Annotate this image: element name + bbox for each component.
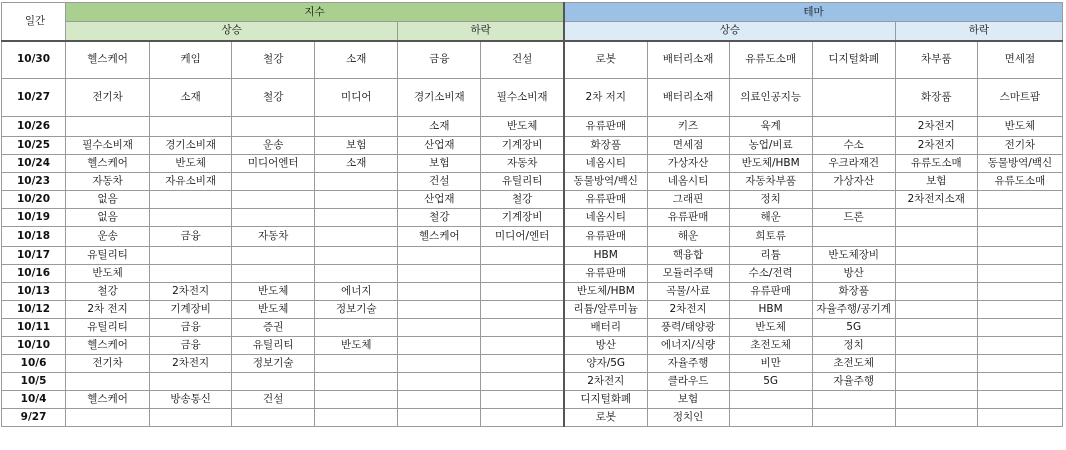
table-cell — [481, 283, 564, 301]
table-cell: 반도체 — [315, 337, 398, 355]
table-cell: 소재 — [398, 117, 481, 137]
table-cell: 자동차부품 — [729, 173, 812, 191]
table-cell — [315, 265, 398, 283]
table-cell: 금융 — [150, 227, 232, 247]
table-cell: 자동차 — [232, 227, 315, 247]
table-cell — [977, 191, 1062, 209]
table-cell: 리튬/알루미늄 — [564, 301, 647, 319]
table-cell — [812, 117, 895, 137]
table-cell — [232, 173, 315, 191]
table-cell: 헬스케어 — [66, 337, 150, 355]
table-row — [2, 137, 1063, 155]
table-cell — [481, 265, 564, 283]
table-cell: 방산 — [812, 265, 895, 283]
table-cell: 면세점 — [647, 137, 729, 155]
table-row — [2, 191, 1063, 209]
table-cell: 산업재 — [398, 191, 481, 209]
table-cell: 반도체/HBM — [729, 155, 812, 173]
table-cell: 배터리소재 — [647, 79, 729, 117]
table-cell: 소재 — [315, 155, 398, 173]
table-cell: 기계장비 — [150, 301, 232, 319]
table-cell: 기계장비 — [481, 137, 564, 155]
table-cell: 곡물/사료 — [647, 283, 729, 301]
table-cell — [315, 391, 398, 409]
row-date: 10/26 — [2, 117, 66, 137]
table-cell: 전기차 — [977, 137, 1062, 155]
table-cell — [150, 409, 232, 427]
table-cell: 유류판매 — [647, 209, 729, 227]
row-date: 10/23 — [2, 173, 66, 191]
table-cell: 동물방역/백신 — [564, 173, 647, 191]
table-row — [2, 301, 1063, 319]
table-cell: 미디어엔터 — [232, 155, 315, 173]
table-cell: 네옴시티 — [647, 173, 729, 191]
table-cell: 풍력/태양광 — [647, 319, 729, 337]
table-row — [2, 155, 1063, 173]
table-cell — [481, 247, 564, 265]
table-cell: 헬스케어 — [66, 391, 150, 409]
row-date: 10/4 — [2, 391, 66, 409]
table-cell: 운송 — [66, 227, 150, 247]
table-cell — [232, 191, 315, 209]
table-cell: 철강 — [398, 209, 481, 227]
table-cell: 네옴시티 — [564, 209, 647, 227]
table-cell: 배터리소재 — [647, 41, 729, 79]
table-cell: 유류판매 — [564, 117, 647, 137]
table-cell — [315, 355, 398, 373]
table-cell — [398, 265, 481, 283]
table-cell: 정치인 — [647, 409, 729, 427]
table-cell: HBM — [729, 301, 812, 319]
row-date: 9/27 — [2, 409, 66, 427]
table-cell: 로봇 — [564, 409, 647, 427]
table-cell: 철강 — [232, 79, 315, 117]
table-cell: 없음 — [66, 209, 150, 227]
table-cell: 의료인공지능 — [729, 79, 812, 117]
table-cell — [977, 391, 1062, 409]
table-cell — [812, 191, 895, 209]
table-cell: 반도체 — [729, 319, 812, 337]
theme-group-header: 테마 — [564, 3, 1063, 22]
table-cell: 모듈러주택 — [647, 265, 729, 283]
table-cell: 반도체장비 — [812, 247, 895, 265]
table-cell — [232, 409, 315, 427]
table-cell: 방송통신 — [150, 391, 232, 409]
table-cell: 초전도체 — [729, 337, 812, 355]
table-cell: 2차전지 — [895, 117, 977, 137]
index-down-header: 하락 — [398, 22, 564, 41]
table-cell — [150, 373, 232, 391]
table-cell — [315, 373, 398, 391]
table-cell: 반도체 — [150, 155, 232, 173]
table-cell — [977, 301, 1062, 319]
table-cell: 보험 — [398, 155, 481, 173]
table-cell: 정치 — [729, 191, 812, 209]
table-cell: 필수소비재 — [481, 79, 564, 117]
table-cell — [398, 409, 481, 427]
table-cell — [150, 117, 232, 137]
table-cell — [977, 373, 1062, 391]
table-cell: 수소/전력 — [729, 265, 812, 283]
table-cell — [729, 391, 812, 409]
table-cell: 소재 — [315, 41, 398, 79]
table-cell — [895, 247, 977, 265]
table-cell: 자율주행/공기계 — [812, 301, 895, 319]
table-row — [2, 173, 1063, 191]
table-cell: 정치 — [812, 337, 895, 355]
table-cell: 소재 — [150, 79, 232, 117]
table-cell — [150, 265, 232, 283]
row-date: 10/11 — [2, 319, 66, 337]
table-cell — [729, 409, 812, 427]
table-cell — [232, 265, 315, 283]
table-row — [2, 41, 1063, 79]
table-cell: 농업/비료 — [729, 137, 812, 155]
table-cell: 스마트팜 — [977, 79, 1062, 117]
table-cell — [315, 117, 398, 137]
table-cell: 정보기술 — [232, 355, 315, 373]
table-cell — [977, 247, 1062, 265]
table-cell — [232, 117, 315, 137]
row-date: 10/13 — [2, 283, 66, 301]
table-cell — [398, 391, 481, 409]
table-cell: 유틸리티 — [66, 247, 150, 265]
table-row — [2, 265, 1063, 283]
table-cell: 배터리 — [564, 319, 647, 337]
table-cell: 수소 — [812, 137, 895, 155]
row-date: 10/19 — [2, 209, 66, 227]
table-cell — [977, 319, 1062, 337]
table-cell: 헬스케어 — [66, 41, 150, 79]
table-cell: 미디어 — [315, 79, 398, 117]
table-cell — [895, 301, 977, 319]
table-row — [2, 227, 1063, 247]
table-cell — [150, 209, 232, 227]
table-cell: 반도체 — [977, 117, 1062, 137]
table-cell: 2차전지 — [647, 301, 729, 319]
table-cell — [977, 265, 1062, 283]
table-cell: 기계장비 — [481, 209, 564, 227]
table-cell: 경기소비재 — [398, 79, 481, 117]
row-date: 10/17 — [2, 247, 66, 265]
table-cell — [895, 373, 977, 391]
table-cell: 5G — [729, 373, 812, 391]
table-cell: 철강 — [481, 191, 564, 209]
table-cell: 2차전지 — [150, 355, 232, 373]
row-date: 10/10 — [2, 337, 66, 355]
table-cell — [315, 247, 398, 265]
table-cell — [481, 355, 564, 373]
table-cell — [315, 209, 398, 227]
table-cell: 운송 — [232, 137, 315, 155]
table-cell: 자율주행 — [647, 355, 729, 373]
table-cell — [895, 265, 977, 283]
table-cell: 케임 — [150, 41, 232, 79]
table-cell — [895, 227, 977, 247]
table-cell: 2차 전지 — [66, 301, 150, 319]
table-cell: 방산 — [564, 337, 647, 355]
row-date: 10/18 — [2, 227, 66, 247]
theme-up-header: 상승 — [564, 22, 895, 41]
table-cell — [895, 337, 977, 355]
table-cell: 유류도소매 — [729, 41, 812, 79]
table-cell: 해운 — [729, 209, 812, 227]
table-cell — [232, 373, 315, 391]
table-cell: 자동차 — [66, 173, 150, 191]
table-row — [2, 391, 1063, 409]
row-date: 10/16 — [2, 265, 66, 283]
theme-down-header: 하락 — [895, 22, 1062, 41]
table-cell — [315, 227, 398, 247]
table-cell: 2차전지 — [150, 283, 232, 301]
table-cell: 자동차 — [481, 155, 564, 173]
table-cell: 금융 — [150, 337, 232, 355]
table-cell: 우크라재건 — [812, 155, 895, 173]
table-cell — [977, 227, 1062, 247]
table-cell — [977, 355, 1062, 373]
table-cell — [812, 391, 895, 409]
table-cell: 정보기술 — [315, 301, 398, 319]
table-cell — [895, 355, 977, 373]
table-cell — [977, 409, 1062, 427]
table-cell — [481, 301, 564, 319]
table-cell — [481, 373, 564, 391]
table-cell: 디지털화폐 — [564, 391, 647, 409]
table-cell: 유류도소매 — [977, 173, 1062, 191]
table-cell: 2차전지소재 — [895, 191, 977, 209]
table-cell — [398, 247, 481, 265]
table-cell — [812, 227, 895, 247]
table-cell: HBM — [564, 247, 647, 265]
table-cell: 로봇 — [564, 41, 647, 79]
table-cell — [315, 191, 398, 209]
table-cell — [232, 247, 315, 265]
table-cell: 에너지/식량 — [647, 337, 729, 355]
table-cell: 유류판매 — [564, 265, 647, 283]
table-row — [2, 247, 1063, 265]
row-date: 10/24 — [2, 155, 66, 173]
table-cell — [398, 301, 481, 319]
table-cell: 초전도체 — [812, 355, 895, 373]
table-cell: 유류판매 — [729, 283, 812, 301]
date-header: 일간 — [2, 3, 66, 41]
table-cell — [977, 337, 1062, 355]
table-cell: 양자/5G — [564, 355, 647, 373]
row-date: 10/30 — [2, 41, 66, 79]
table-cell: 클라우드 — [647, 373, 729, 391]
table-cell: 디지털화폐 — [812, 41, 895, 79]
table-cell — [812, 409, 895, 427]
table-cell — [895, 209, 977, 227]
table-cell: 희토류 — [729, 227, 812, 247]
table-cell: 헬스케어 — [66, 155, 150, 173]
table-cell: 동물방역/백신 — [977, 155, 1062, 173]
table-cell — [66, 373, 150, 391]
table-row — [2, 319, 1063, 337]
row-date: 10/20 — [2, 191, 66, 209]
table-row — [2, 79, 1063, 117]
table-cell — [481, 337, 564, 355]
table-cell: 반도체/HBM — [564, 283, 647, 301]
table-cell — [481, 391, 564, 409]
table-cell: 반도체 — [232, 301, 315, 319]
table-cell — [977, 283, 1062, 301]
table-cell: 철강 — [66, 283, 150, 301]
table-cell: 가상자산 — [647, 155, 729, 173]
table-cell: 건설 — [398, 173, 481, 191]
table-cell: 보험 — [647, 391, 729, 409]
table-cell: 가상자산 — [812, 173, 895, 191]
row-date: 10/5 — [2, 373, 66, 391]
table-cell — [895, 319, 977, 337]
table-cell: 해운 — [647, 227, 729, 247]
table-cell: 자율주행 — [812, 373, 895, 391]
table-cell: 2차 저지 — [564, 79, 647, 117]
table-cell — [895, 283, 977, 301]
table-cell: 유틸리티 — [481, 173, 564, 191]
table-cell: 면세점 — [977, 41, 1062, 79]
table-cell: 없음 — [66, 191, 150, 209]
table-cell — [398, 283, 481, 301]
table-cell: 금융 — [398, 41, 481, 79]
table-cell — [66, 117, 150, 137]
row-date: 10/27 — [2, 79, 66, 117]
table-cell: 핵융합 — [647, 247, 729, 265]
table-cell: 2차전지 — [564, 373, 647, 391]
table-cell: 미디어/엔터 — [481, 227, 564, 247]
table-cell: 키즈 — [647, 117, 729, 137]
table-cell — [150, 191, 232, 209]
table-cell: 에너지 — [315, 283, 398, 301]
table-row — [2, 373, 1063, 391]
table-cell: 유류도소매 — [895, 155, 977, 173]
table-cell: 차부품 — [895, 41, 977, 79]
table-row — [2, 355, 1063, 373]
row-date: 10/12 — [2, 301, 66, 319]
table-cell: 증권 — [232, 319, 315, 337]
table-cell: 화장품 — [812, 283, 895, 301]
table-cell: 유틸리티 — [232, 337, 315, 355]
table-cell: 경기소비재 — [150, 137, 232, 155]
table-cell: 그래핀 — [647, 191, 729, 209]
table-cell: 자유소비재 — [150, 173, 232, 191]
table-cell — [150, 247, 232, 265]
theme-table — [1, 2, 1063, 427]
table-cell — [66, 409, 150, 427]
table-cell: 헬스케어 — [398, 227, 481, 247]
table-cell: 화장품 — [564, 137, 647, 155]
table-cell — [398, 373, 481, 391]
table-row — [2, 283, 1063, 301]
table-cell: 반도체 — [232, 283, 315, 301]
table-cell — [232, 209, 315, 227]
table-row — [2, 409, 1063, 427]
table-cell — [481, 319, 564, 337]
table-cell — [481, 409, 564, 427]
table-cell — [812, 79, 895, 117]
table-cell — [895, 409, 977, 427]
table-cell: 2차전지 — [895, 137, 977, 155]
table-cell — [398, 355, 481, 373]
table-cell: 전기차 — [66, 355, 150, 373]
table-cell: 건설 — [481, 41, 564, 79]
table-cell — [977, 209, 1062, 227]
table-row — [2, 117, 1063, 137]
table-cell — [398, 337, 481, 355]
table-cell: 유류판매 — [564, 191, 647, 209]
table-cell: 비만 — [729, 355, 812, 373]
table-cell: 유류판매 — [564, 227, 647, 247]
index-group-header: 지수 — [66, 3, 564, 22]
table-cell: 보험 — [315, 137, 398, 155]
index-up-header: 상승 — [66, 22, 398, 41]
table-row — [2, 337, 1063, 355]
row-date: 10/6 — [2, 355, 66, 373]
table-cell: 네옴시티 — [564, 155, 647, 173]
table-cell — [895, 391, 977, 409]
row-date: 10/25 — [2, 137, 66, 155]
table-cell — [315, 409, 398, 427]
table-cell: 육계 — [729, 117, 812, 137]
table-cell: 화장품 — [895, 79, 977, 117]
table-cell: 전기차 — [66, 79, 150, 117]
table-cell: 건설 — [232, 391, 315, 409]
table-cell — [315, 319, 398, 337]
table-cell: 보험 — [895, 173, 977, 191]
table-cell: 드론 — [812, 209, 895, 227]
table-cell: 유틸리티 — [66, 319, 150, 337]
table-cell: 반도체 — [66, 265, 150, 283]
table-cell: 5G — [812, 319, 895, 337]
table-cell: 철강 — [232, 41, 315, 79]
table-cell: 반도체 — [481, 117, 564, 137]
table-cell: 산업재 — [398, 137, 481, 155]
table-row — [2, 209, 1063, 227]
table-cell: 리튬 — [729, 247, 812, 265]
table-cell — [398, 319, 481, 337]
table-cell: 금융 — [150, 319, 232, 337]
table-cell — [315, 173, 398, 191]
table-cell: 필수소비재 — [66, 137, 150, 155]
